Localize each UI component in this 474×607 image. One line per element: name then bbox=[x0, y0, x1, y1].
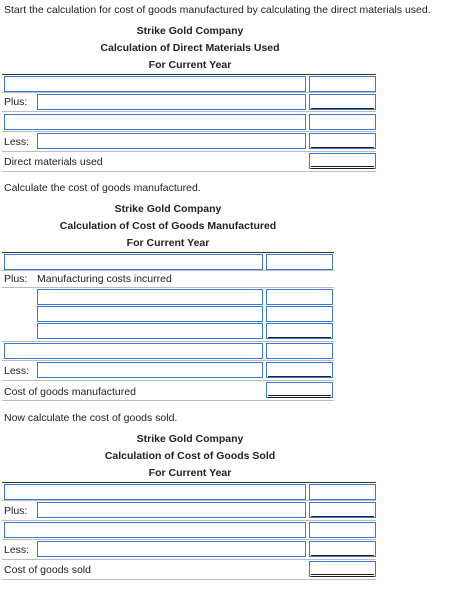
materials-beginning-label-input[interactable] bbox=[4, 76, 306, 92]
subtotal-underline bbox=[311, 108, 374, 109]
subtotal-underline bbox=[311, 516, 374, 517]
cogm-company: Strike Gold Company bbox=[114, 203, 222, 215]
row-divider bbox=[2, 151, 376, 152]
subtotal-underline bbox=[311, 147, 374, 148]
materials-available-label-input[interactable] bbox=[4, 114, 306, 130]
row-divider bbox=[2, 579, 376, 580]
cogm-cost1-amount-input[interactable] bbox=[266, 289, 333, 305]
cogm-cost2-amount-input[interactable] bbox=[266, 306, 333, 322]
row-divider bbox=[2, 400, 334, 401]
materials-total-label: Direct materials used bbox=[4, 156, 103, 168]
cogs-company: Strike Gold Company bbox=[136, 433, 244, 445]
materials-less-label-input[interactable] bbox=[37, 133, 306, 149]
cogs-less-label: Less: bbox=[4, 544, 30, 556]
cogm-cost2-label-input[interactable] bbox=[37, 306, 263, 322]
total-double-underline bbox=[268, 395, 331, 398]
cogm-beginning-label-input[interactable] bbox=[4, 254, 263, 270]
row-divider bbox=[2, 92, 376, 93]
cogm-beginning-amount-input[interactable] bbox=[266, 254, 333, 270]
cogm-statement-title: Calculation of Cost of Goods Manufactured bbox=[59, 220, 277, 232]
row-divider bbox=[2, 380, 334, 381]
cogs-total-label: Cost of goods sold bbox=[4, 564, 91, 576]
cogm-less-label: Less: bbox=[4, 365, 30, 377]
cogs-statement-title: Calculation of Cost of Goods Sold bbox=[104, 450, 276, 462]
materials-beginning-amount-input[interactable] bbox=[309, 76, 376, 92]
cogm-cost1-label-input[interactable] bbox=[37, 289, 263, 305]
cogs-plus-label-input[interactable] bbox=[37, 502, 306, 518]
row-divider bbox=[2, 341, 334, 342]
cogs-available-label-input[interactable] bbox=[4, 522, 306, 538]
cogm-header-rule bbox=[2, 252, 334, 253]
cogs-less-label-input[interactable] bbox=[37, 541, 306, 557]
cogs-beginning-label-input[interactable] bbox=[4, 484, 306, 500]
materials-available-amount-input[interactable] bbox=[309, 114, 376, 130]
cogm-less-label-input[interactable] bbox=[37, 362, 263, 378]
row-divider bbox=[2, 559, 376, 560]
total-double-underline bbox=[311, 166, 374, 169]
row-divider bbox=[2, 287, 334, 288]
row-divider bbox=[2, 131, 376, 132]
row-divider bbox=[2, 500, 376, 501]
materials-header-rule bbox=[2, 74, 376, 75]
materials-statement-title: Calculation of Direct Materials Used bbox=[100, 42, 280, 54]
cogm-period: For Current Year bbox=[126, 237, 210, 249]
cogs-period: For Current Year bbox=[148, 467, 232, 479]
cogm-total-costs-label-input[interactable] bbox=[4, 343, 263, 359]
materials-company: Strike Gold Company bbox=[136, 25, 244, 37]
materials-instruction: Start the calculation for cost of goods manufactured by calculating the direct materials used. bbox=[4, 4, 431, 16]
row-divider bbox=[2, 111, 376, 112]
row-divider bbox=[2, 270, 334, 271]
cogs-available-amount-input[interactable] bbox=[309, 522, 376, 538]
cogs-header-rule bbox=[2, 482, 376, 483]
row-divider bbox=[2, 171, 376, 172]
materials-period: For Current Year bbox=[148, 59, 232, 71]
subtotal-underline bbox=[268, 376, 331, 377]
materials-plus-label-input[interactable] bbox=[37, 94, 306, 110]
row-divider bbox=[2, 520, 376, 521]
cogm-manufacturing-costs-label: Manufacturing costs incurred bbox=[37, 273, 172, 285]
cogm-cost3-label-input[interactable] bbox=[37, 323, 263, 339]
materials-plus-label: Plus: bbox=[4, 96, 28, 108]
subtotal-underline bbox=[311, 555, 374, 556]
total-double-underline bbox=[311, 574, 374, 577]
cogm-instruction: Calculate the cost of goods manufactured. bbox=[4, 182, 201, 194]
materials-less-label: Less: bbox=[4, 136, 30, 148]
row-divider bbox=[2, 539, 376, 540]
row-divider bbox=[2, 360, 334, 361]
cogs-beginning-amount-input[interactable] bbox=[309, 484, 376, 500]
cogm-total-costs-amount-input[interactable] bbox=[266, 343, 333, 359]
cogm-plus-label: Plus: bbox=[4, 273, 28, 285]
cogm-total-label: Cost of goods manufactured bbox=[4, 386, 136, 398]
cogs-instruction: Now calculate the cost of goods sold. bbox=[4, 412, 178, 424]
cogs-plus-label: Plus: bbox=[4, 505, 28, 517]
subtotal-underline bbox=[268, 337, 331, 338]
